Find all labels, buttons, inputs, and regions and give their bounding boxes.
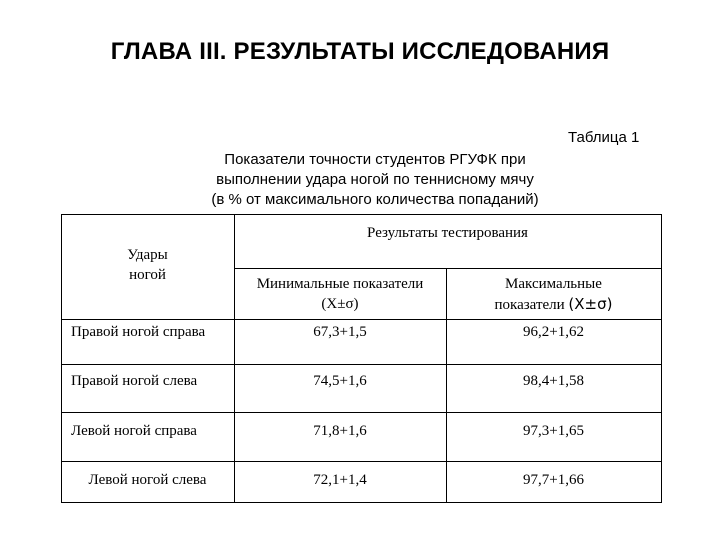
- caption-line: выполнении удара ногой по теннисному мячу: [216, 171, 534, 188]
- row-max-value: 97,3+1,65: [523, 423, 584, 439]
- row-label: Правой ногой справа: [71, 324, 206, 340]
- table-rule: [61, 412, 661, 413]
- header-kicks: [61, 240, 234, 290]
- row-max-value: 97,7+1,66: [523, 472, 584, 488]
- header-min-line: Минимальные показатели: [256, 276, 424, 292]
- row-label: Правой ногой слева: [71, 373, 198, 389]
- caption-line: Показатели точности студентов РГУФК при: [224, 151, 526, 168]
- header-max-line: [495, 294, 613, 315]
- header-max-text: показатели: [494, 296, 569, 313]
- table-border-bottom: [61, 502, 661, 503]
- row-label: Левой ногой слева: [88, 472, 207, 488]
- header-results: Результаты тестирования: [367, 225, 528, 241]
- header-kicks-line: Удары: [127, 247, 168, 263]
- table-border-right: [661, 214, 662, 503]
- table-rule: [234, 214, 235, 503]
- header-kicks-line: ногой: [129, 267, 166, 283]
- row-max-value: 98,4+1,58: [523, 373, 584, 389]
- header-max-symbol: (X±σ): [568, 294, 613, 313]
- table-rule: [61, 461, 661, 462]
- row-min-value: 72,1+1,4: [313, 472, 367, 488]
- row-min-value: 67,3+1,5: [313, 324, 367, 340]
- page-title: ГЛАВА III. РЕЗУЛЬТАТЫ ИССЛЕДОВАНИЯ: [110, 38, 610, 65]
- row-label: Левой ногой справа: [71, 423, 197, 439]
- table-caption: [175, 150, 575, 210]
- table-rule: [61, 364, 661, 365]
- header-min-line: (X±σ): [321, 296, 359, 312]
- row-max-value: 96,2+1,62: [523, 324, 584, 340]
- row-min-value: 74,5+1,6: [313, 373, 367, 389]
- row-min-value: 71,8+1,6: [313, 423, 367, 439]
- table-number: Таблица 1: [568, 129, 640, 146]
- header-min: [234, 269, 446, 319]
- caption-line: (в % от максимального количества попаданий): [211, 191, 539, 208]
- table-border-top: [61, 214, 661, 215]
- header-max: [446, 269, 661, 319]
- header-max-line: Максимальные: [505, 275, 602, 292]
